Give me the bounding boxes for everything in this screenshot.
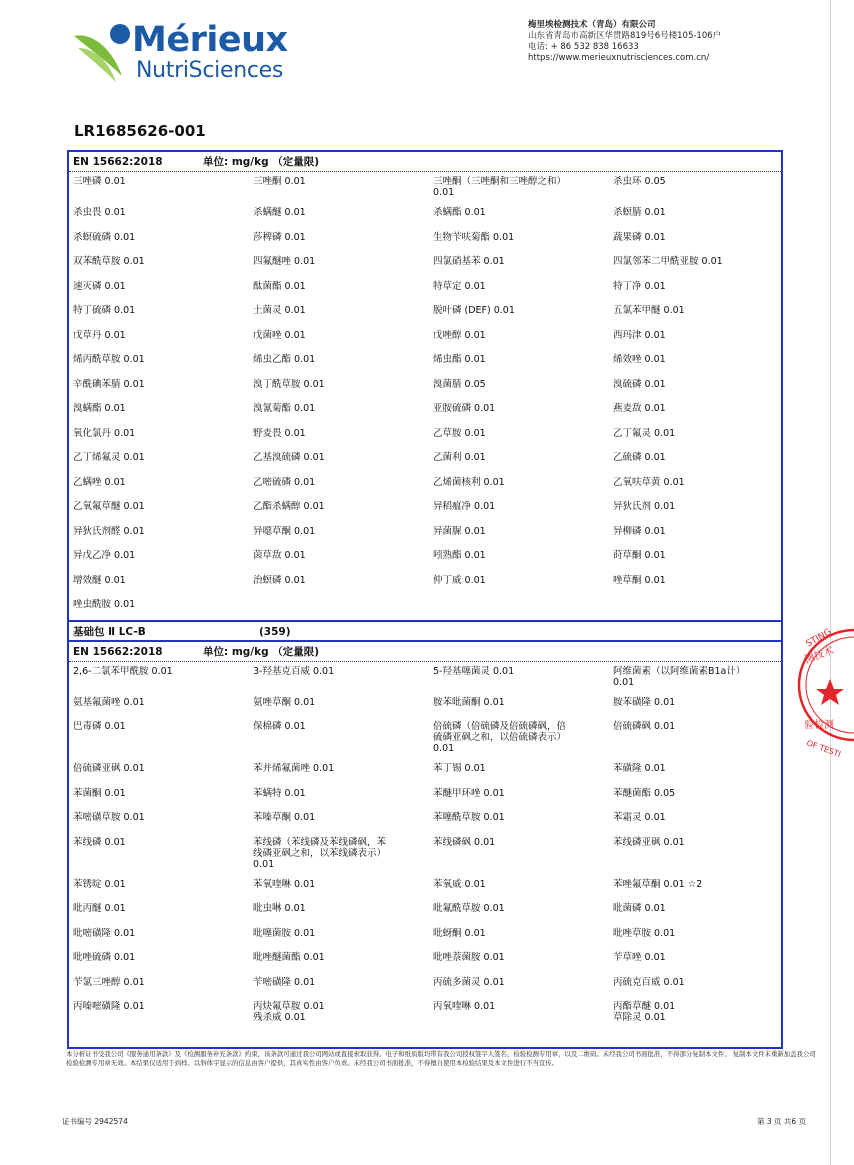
table-cell: 异噁草酮 0.01 [249, 522, 429, 547]
table-cell: 吡嘧磺隆 0.01 [69, 924, 249, 949]
table-cell: 戊菌唑 0.01 [249, 326, 429, 351]
table-cell: 乙基溴硫磷 0.01 [249, 448, 429, 473]
section-2-method: EN 15662:2018 [73, 645, 163, 658]
table-cell: 亚胺硫磷 0.01 [429, 399, 609, 424]
package-name: 基础包 Ⅱ LC-B [73, 625, 146, 638]
section-1-method-bar [69, 152, 781, 172]
table-cell: 苯醚菌酯 0.05 [609, 784, 781, 809]
table-cell: 乙草胺 0.01 [429, 424, 609, 449]
table-cell: 增效醚 0.01 [69, 571, 249, 596]
table-cell: 三唑酮（三唑酮和三唑醇之和） 0.01 [429, 172, 609, 203]
results-frame [67, 150, 783, 1049]
company-name: 梅里埃检测技术（青岛）有限公司 [528, 20, 656, 30]
company-website[interactable]: https://www.merieuxnutrisciences.com.cn/ [528, 53, 710, 63]
table-cell: 辛酰碘苯腈 0.01 [69, 375, 249, 400]
table-cell: 苯锈啶 0.01 [69, 875, 249, 900]
svg-text:验检测: 验检测 [804, 720, 834, 731]
table-cell: 四氯邻苯二甲酰亚胺 0.01 [609, 252, 781, 277]
table-cell: 烯虫乙酯 0.01 [249, 350, 429, 375]
section-1-method: EN 15662:2018 [73, 156, 163, 168]
table-cell: 倍硫磷（倍硫磷及倍硫磷砜，倍 硫磷亚砜之和，以倍硫磷表示） 0.01 [429, 717, 609, 759]
table-cell: 特草定 0.01 [429, 277, 609, 302]
table-cell: 吡唑萘菌胺 0.01 [429, 948, 609, 973]
table-cell: 异柳磷 0.01 [609, 522, 781, 547]
table-cell: 丙嗪嘧磺隆 0.01 [69, 997, 249, 1028]
table-cell: 溴氰菊酯 0.01 [249, 399, 429, 424]
table-cell: 5-羟基噻菌灵 0.01 [429, 662, 609, 693]
table-cell: 吡蚜酮 0.01 [429, 924, 609, 949]
table-cell: 戊唑醇 0.01 [429, 326, 609, 351]
table-cell: 莳草酮 0.01 [609, 546, 781, 571]
table-cell: 苯线磷 0.01 [69, 833, 249, 875]
table-cell: 丙炔氟草胺 0.01 残杀威 0.01 [249, 997, 429, 1028]
table-cell [249, 595, 429, 620]
table-cell: 野麦畏 0.01 [249, 424, 429, 449]
svg-text:测技术: 测技术 [803, 645, 836, 666]
table-cell: 苯丁锡 0.01 [429, 759, 609, 784]
table-cell: 氧化氯丹 0.01 [69, 424, 249, 449]
table-cell: 五氯苯甲醚 0.01 [609, 301, 781, 326]
table-cell: 杀螟硫磷 0.01 [69, 228, 249, 253]
table-cell: 吡菌磷 0.01 [609, 899, 781, 924]
table-cell: 杀螟腈 0.01 [609, 203, 781, 228]
table-cell: 丙氧喹啉 0.01 [429, 997, 609, 1028]
table-cell: 生物苄呋菊酯 0.01 [429, 228, 609, 253]
logo-word-merieux: Mérieux [132, 20, 288, 60]
table-cell: 苯唑氟草酮 0.01 ☆2 [609, 875, 781, 900]
table-cell: 乙氧呋草黄 0.01 [609, 473, 781, 498]
seal-stamp-icon [794, 585, 854, 785]
table-cell: 酞菌酯 0.01 [249, 277, 429, 302]
table-cell: 脱叶磷 (DEF) 0.01 [429, 301, 609, 326]
section-1-unit: 单位: mg/kg （定量限) [203, 156, 320, 168]
table-cell: 苯螨特 0.01 [249, 784, 429, 809]
table-cell: 仲丁威 0.01 [429, 571, 609, 596]
table-cell: 苯并烯氟菌唑 0.01 [249, 759, 429, 784]
table-cell: 杀虫畏 0.01 [69, 203, 249, 228]
table-cell: 速灭磷 0.01 [69, 277, 249, 302]
table-cell: 苯线磷（苯线磷及苯线磷砜，苯 线磷亚砜之和，以苯线磷表示） 0.01 [249, 833, 429, 875]
company-address: 山东省青岛市高新区华贯路819号6号楼105-106户 [528, 31, 722, 41]
table-cell: 苯线磷亚砜 0.01 [609, 833, 781, 875]
table-cell: 异菌脲 0.01 [429, 522, 609, 547]
table-cell: 乙丁氟灵 0.01 [609, 424, 781, 449]
table-cell: 溴硫磷 0.01 [609, 375, 781, 400]
table-cell: 乙丁烯氟灵 0.01 [69, 448, 249, 473]
table-cell: 苯磺隆 0.01 [609, 759, 781, 784]
section-2-grid [69, 662, 781, 1029]
table-cell: 吲熟酯 0.01 [429, 546, 609, 571]
table-cell: 吡虫啉 0.01 [249, 899, 429, 924]
certificate-number: 证书编号 2942574 [62, 1117, 128, 1126]
table-cell: 三唑酮 0.01 [249, 172, 429, 203]
table-cell: 苯噻酰草胺 0.01 [429, 808, 609, 833]
table-cell: 杀虫环 0.05 [609, 172, 781, 203]
package-bar [69, 620, 781, 642]
table-cell: 乙氧氟草醚 0.01 [69, 497, 249, 522]
section-1 [69, 152, 781, 620]
table-cell: 燕麦敌 0.01 [609, 399, 781, 424]
table-cell: 莎稗磷 0.01 [249, 228, 429, 253]
table-cell: 胺苯吡菌酮 0.01 [429, 693, 609, 718]
table-cell: 蔬果磷 0.01 [609, 228, 781, 253]
right-page-rule [830, 0, 831, 1165]
table-cell: 乙烯菌核利 0.01 [429, 473, 609, 498]
table-cell: 2,6-二氯苯甲酰胺 0.01 [69, 662, 249, 693]
table-cell: 苄嘧磺隆 0.01 [249, 973, 429, 998]
table-cell: 吡丙醚 0.01 [69, 899, 249, 924]
table-cell: 乙嘧硫磷 0.01 [249, 473, 429, 498]
svg-text:OF TESTI: OF TESTI [805, 738, 842, 760]
table-cell: 异狄氏剂 0.01 [609, 497, 781, 522]
table-cell: 3-羟基克百威 0.01 [249, 662, 429, 693]
table-cell: 烯虫酯 0.01 [429, 350, 609, 375]
logo-leaf-icon [70, 18, 140, 88]
table-cell: 乙酯杀螨醇 0.01 [249, 497, 429, 522]
page-number: 第 3 页 共6 页 [757, 1117, 807, 1126]
table-cell: 苯菌酮 0.01 [69, 784, 249, 809]
table-cell: 异狄氏剂醛 0.01 [69, 522, 249, 547]
logo-word-nutrisciences: NutriSciences [136, 58, 284, 83]
table-cell: 唑虫酰胺 0.01 [69, 595, 249, 620]
table-cell: 溴菌腈 0.05 [429, 375, 609, 400]
table-cell: 阿维菌素（以阿维菌素B1a计） 0.01 [609, 662, 781, 693]
section-1-grid [69, 172, 781, 620]
table-cell: 丙酯草醚 0.01 草除灵 0.01 [609, 997, 781, 1028]
table-cell: 乙硫磷 0.01 [609, 448, 781, 473]
table-cell: 倍硫磷砜 0.01 [609, 717, 781, 759]
table-cell: 苯霜灵 0.01 [609, 808, 781, 833]
table-cell: 苯嘧磺草胺 0.01 [69, 808, 249, 833]
package-count: (359) [259, 625, 291, 638]
table-cell: 氨基氟菌唑 0.01 [69, 693, 249, 718]
table-cell: 保棉磷 0.01 [249, 717, 429, 759]
company-info [528, 20, 721, 64]
table-cell: 氨唑草酮 0.01 [249, 693, 429, 718]
table-cell: 苯氧威 0.01 [429, 875, 609, 900]
table-cell: 苯线磷砜 0.01 [429, 833, 609, 875]
table-cell: 苄氯三唑醇 0.01 [69, 973, 249, 998]
table-cell: 四氯硝基苯 0.01 [429, 252, 609, 277]
table-cell: 乙菌利 0.01 [429, 448, 609, 473]
table-cell: 胺苯磺隆 0.01 [609, 693, 781, 718]
section-2-method-bar [69, 642, 781, 662]
table-cell: 唑草酮 0.01 [609, 571, 781, 596]
table-cell: 丙硫克百威 0.01 [609, 973, 781, 998]
table-cell: 特丁硫磷 0.01 [69, 301, 249, 326]
table-cell: 吡氟酰草胺 0.01 [429, 899, 609, 924]
table-cell: 倍硫磷亚砜 0.01 [69, 759, 249, 784]
section-2-unit: 单位: mg/kg （定量限) [203, 645, 320, 658]
table-cell: 吡唑硫磷 0.01 [69, 948, 249, 973]
table-cell: 溴丁酰草胺 0.01 [249, 375, 429, 400]
table-cell [429, 595, 609, 620]
table-cell: 特丁净 0.01 [609, 277, 781, 302]
table-cell: 吡唑草胺 0.01 [609, 924, 781, 949]
company-logo [70, 18, 290, 88]
table-cell: 三唑磷 0.01 [69, 172, 249, 203]
table-cell: 异戊乙净 0.01 [69, 546, 249, 571]
table-cell: 土菌灵 0.01 [249, 301, 429, 326]
section-2 [69, 642, 781, 1029]
table-cell: 杀螨醚 0.01 [249, 203, 429, 228]
company-phone: 电话: + 86 532 838 16633 [528, 42, 639, 52]
table-cell: 苯嗪草酮 0.01 [249, 808, 429, 833]
table-cell: 吡唑醚菌酯 0.01 [249, 948, 429, 973]
table-cell: 戊草丹 0.01 [69, 326, 249, 351]
table-cell: 丙硫多菌灵 0.01 [429, 973, 609, 998]
table-cell: 溴螨酯 0.01 [69, 399, 249, 424]
table-cell [609, 595, 781, 620]
table-cell: 双苯酰草胺 0.01 [69, 252, 249, 277]
table-cell: 烯丙酰草胺 0.01 [69, 350, 249, 375]
report-id: LR1685626-001 [74, 122, 206, 140]
table-cell: 烯效唑 0.01 [609, 350, 781, 375]
svg-text:STING: STING [804, 627, 834, 650]
table-cell: 巴毒磷 0.01 [69, 717, 249, 759]
table-cell: 西玛津 0.01 [609, 326, 781, 351]
table-cell: 四氟醚唑 0.01 [249, 252, 429, 277]
footer-disclaimer: 本分析证书受我公司《服务通用条款》及《检测服务补充条款》约束，该条款可通过我公司网站或直接索取获得。电子和纸质版均带有我公司授权签字人签名，检验检测专用章，以及二维码。未经我公司书面批准，不得部分复制本文件。 复制本文件未重新加盖我公司检验检测专用章无效。本结果仅适用于到样。以斜体字显示的信息由客户提供，其真实性由客户负责。未经我公司书面批准，不得擅自使用本检验结果及本文件进行不当宣传。 [66, 1050, 816, 1067]
table-cell: 乙螨唑 0.01 [69, 473, 249, 498]
table-cell: 茵草敌 0.01 [249, 546, 429, 571]
table-cell: 治螟磷 0.01 [249, 571, 429, 596]
table-cell: 吡噻菌胺 0.01 [249, 924, 429, 949]
table-cell: 异稻瘟净 0.01 [429, 497, 609, 522]
table-cell: 苯醚甲环唑 0.01 [429, 784, 609, 809]
table-cell: 苄草唑 0.01 [609, 948, 781, 973]
table-cell: 苯氧喹啉 0.01 [249, 875, 429, 900]
table-cell: 杀螨酯 0.01 [429, 203, 609, 228]
